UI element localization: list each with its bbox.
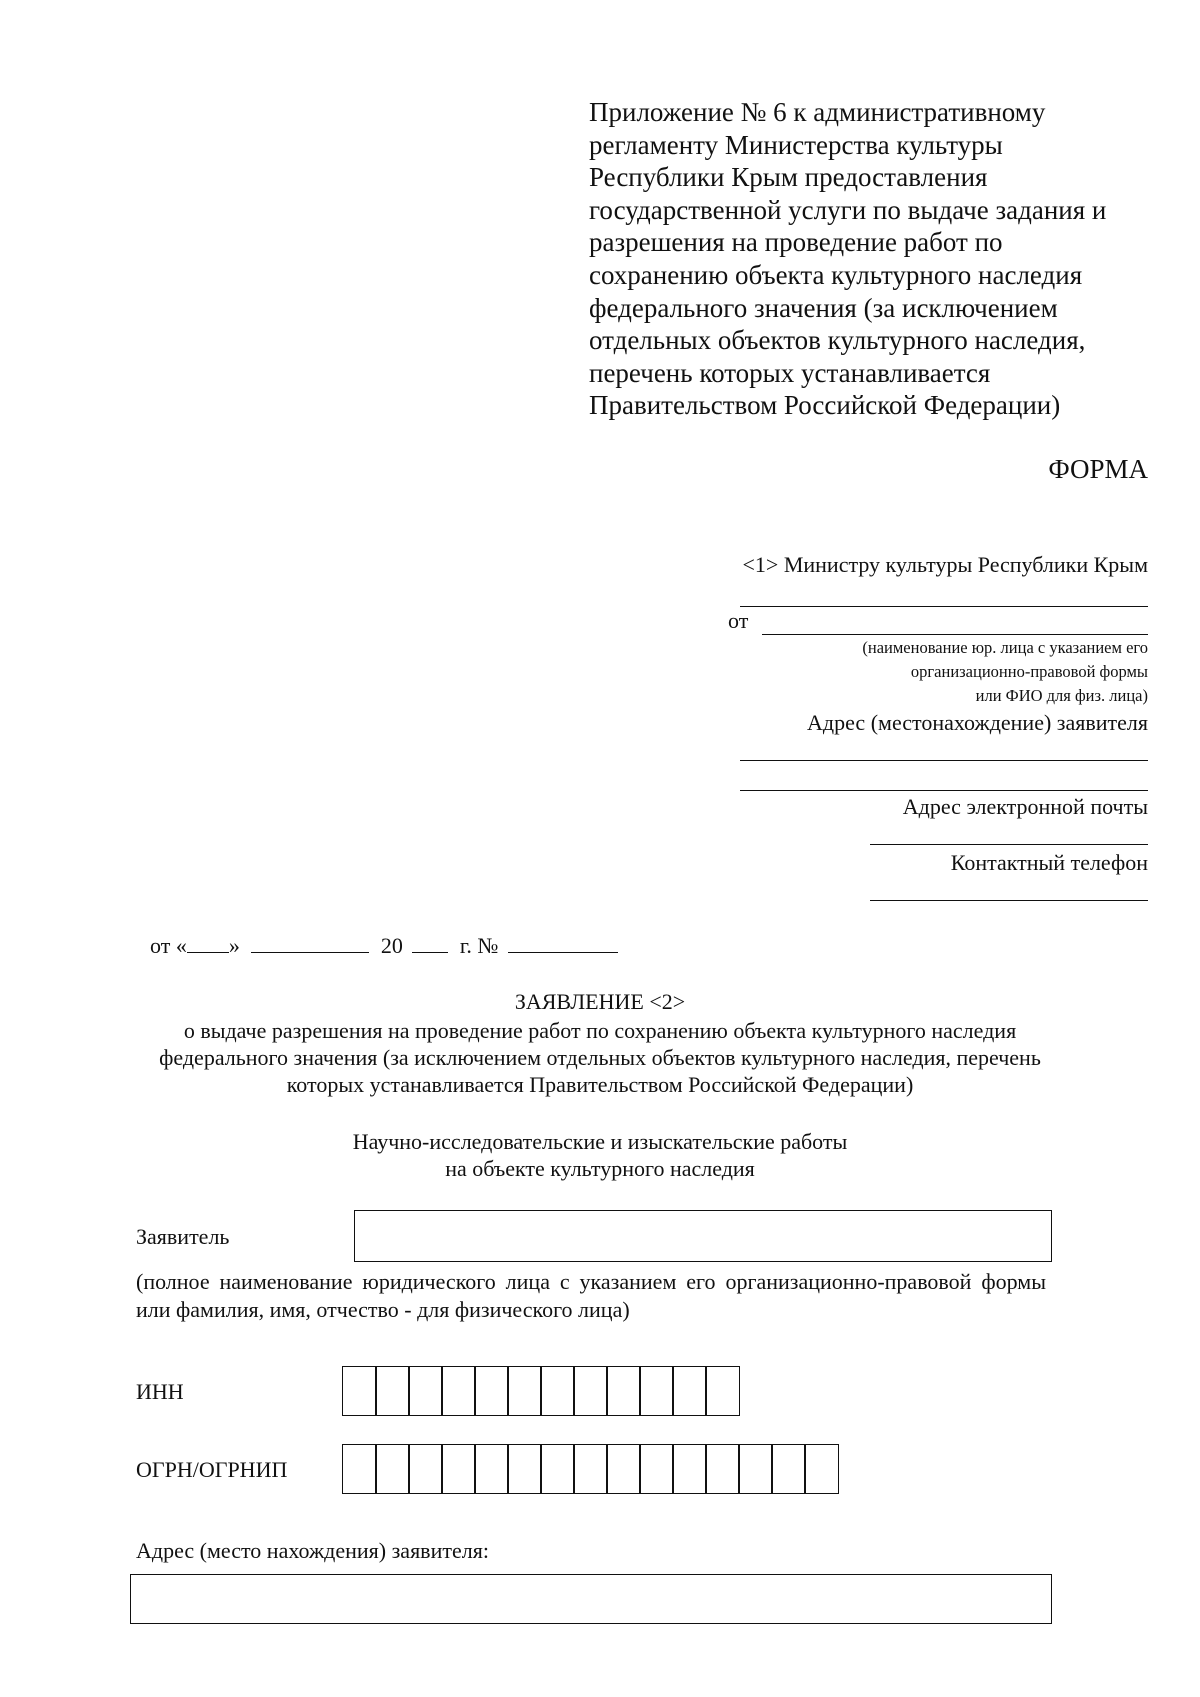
- document-heading: ЗАЯВЛЕНИЕ <2>: [514, 989, 686, 1014]
- inn-digit-cell[interactable]: [639, 1366, 674, 1416]
- inn-digit-cell[interactable]: [408, 1366, 443, 1416]
- number-label: г. №: [459, 933, 499, 958]
- number-blank[interactable]: [508, 934, 618, 953]
- work-type-line: Научно-исследовательские и изыскательские работы: [352, 1129, 848, 1154]
- ogrn-digit-cell[interactable]: [804, 1444, 839, 1494]
- month-blank[interactable]: [251, 934, 369, 953]
- appendix-line: Правительством Российской Федерации): [589, 390, 1061, 421]
- inn-digit-cell[interactable]: [474, 1366, 509, 1416]
- inn-digit-cell[interactable]: [705, 1366, 740, 1416]
- ogrn-digit-cell[interactable]: [639, 1444, 674, 1494]
- document-title-line: которых устанавливается Правительством Российской Федерации): [286, 1072, 914, 1097]
- inn-cells: [342, 1366, 740, 1416]
- appendix-line: федерального значения (за исключением: [589, 292, 1058, 323]
- email-blank-line[interactable]: [870, 844, 1148, 845]
- ogrn-digit-cell[interactable]: [771, 1444, 806, 1494]
- appendix-line: сохранению объекта культурного наследия: [589, 259, 1083, 290]
- address-blank-line[interactable]: [740, 760, 1148, 761]
- addressee-to: <1> Министру культуры Республики Крым: [742, 552, 1148, 577]
- inn-digit-cell[interactable]: [375, 1366, 410, 1416]
- address-field[interactable]: [130, 1574, 1052, 1624]
- ogrn-digit-cell[interactable]: [408, 1444, 443, 1494]
- work-type-line: на объекте культурного наследия: [445, 1156, 755, 1181]
- ogrn-digit-cell[interactable]: [540, 1444, 575, 1494]
- ogrn-digit-cell[interactable]: [507, 1444, 542, 1494]
- year-blank[interactable]: [412, 934, 448, 953]
- ogrn-digit-cell[interactable]: [738, 1444, 773, 1494]
- appendix-line: Республики Крым предоставления: [589, 162, 988, 193]
- from-blank-line[interactable]: [762, 634, 1148, 635]
- appendix-line: перечень которых устанавливается: [589, 357, 991, 388]
- appendix-line: регламенту Министерства культуры: [589, 129, 1003, 160]
- applicant-field[interactable]: [354, 1210, 1052, 1262]
- ogrn-cells: [342, 1444, 839, 1494]
- ogrn-digit-cell[interactable]: [606, 1444, 641, 1494]
- date-close-quote: »: [228, 933, 240, 958]
- inn-label: ИНН: [136, 1379, 184, 1404]
- year-prefix: 20: [380, 933, 403, 958]
- phone-blank-line[interactable]: [870, 900, 1148, 901]
- ogrn-digit-cell[interactable]: [342, 1444, 377, 1494]
- appendix-line: Приложение № 6 к административному: [589, 97, 1046, 127]
- address-label: Адрес (местонахождение) заявителя: [807, 710, 1148, 735]
- inn-digit-cell[interactable]: [342, 1366, 377, 1416]
- ogrn-digit-cell[interactable]: [705, 1444, 740, 1494]
- ogrn-digit-cell[interactable]: [474, 1444, 509, 1494]
- document-title-line: федерального значения (за исключением отдельных объектов культурного наследия, перечень: [159, 1045, 1041, 1070]
- inn-digit-cell[interactable]: [672, 1366, 707, 1416]
- appendix-line: отдельных объектов культурного наследия,: [589, 325, 1086, 356]
- from-label: от: [728, 608, 749, 633]
- email-label: Адрес электронной почты: [902, 794, 1148, 819]
- inn-digit-cell[interactable]: [540, 1366, 575, 1416]
- appendix-line: разрешения на проведение работ по: [589, 227, 1003, 258]
- document-title-line: о выдаче разрешения на проведение работ по сохранению объекта культурного наследия: [183, 1018, 1017, 1043]
- inn-digit-cell[interactable]: [507, 1366, 542, 1416]
- address-field-label: Адрес (место нахождения) заявителя:: [136, 1538, 489, 1563]
- applicant-hint: (полное наименование юридического лица с указанием его организационно-правовой формы или фамилия, имя, отчество - для физического лица): [136, 1269, 1046, 1322]
- inn-digit-cell[interactable]: [606, 1366, 641, 1416]
- inn-digit-cell[interactable]: [573, 1366, 608, 1416]
- inn-digit-cell[interactable]: [441, 1366, 476, 1416]
- ogrn-digit-cell[interactable]: [672, 1444, 707, 1494]
- from-note: организационно-правовой формы: [910, 662, 1148, 681]
- address-blank-line[interactable]: [740, 790, 1148, 791]
- ogrn-digit-cell[interactable]: [573, 1444, 608, 1494]
- day-blank[interactable]: [187, 934, 229, 953]
- ogrn-label: ОГРН/ОГРНИП: [136, 1457, 288, 1482]
- ogrn-digit-cell[interactable]: [375, 1444, 410, 1494]
- appendix-note: [589, 96, 1159, 422]
- applicant-label: Заявитель: [136, 1224, 230, 1249]
- from-note: (наименование юр. лица с указанием его: [862, 638, 1148, 657]
- form-label: ФОРМА: [1048, 454, 1148, 484]
- from-note: или ФИО для физ. лица): [975, 686, 1148, 705]
- phone-label: Контактный телефон: [950, 850, 1148, 875]
- ogrn-digit-cell[interactable]: [441, 1444, 476, 1494]
- appendix-line: государственной услуги по выдаче задания и: [589, 194, 1107, 225]
- date-row: [150, 933, 618, 959]
- addressee-blank-line[interactable]: [740, 606, 1148, 607]
- date-from: от «: [150, 933, 187, 958]
